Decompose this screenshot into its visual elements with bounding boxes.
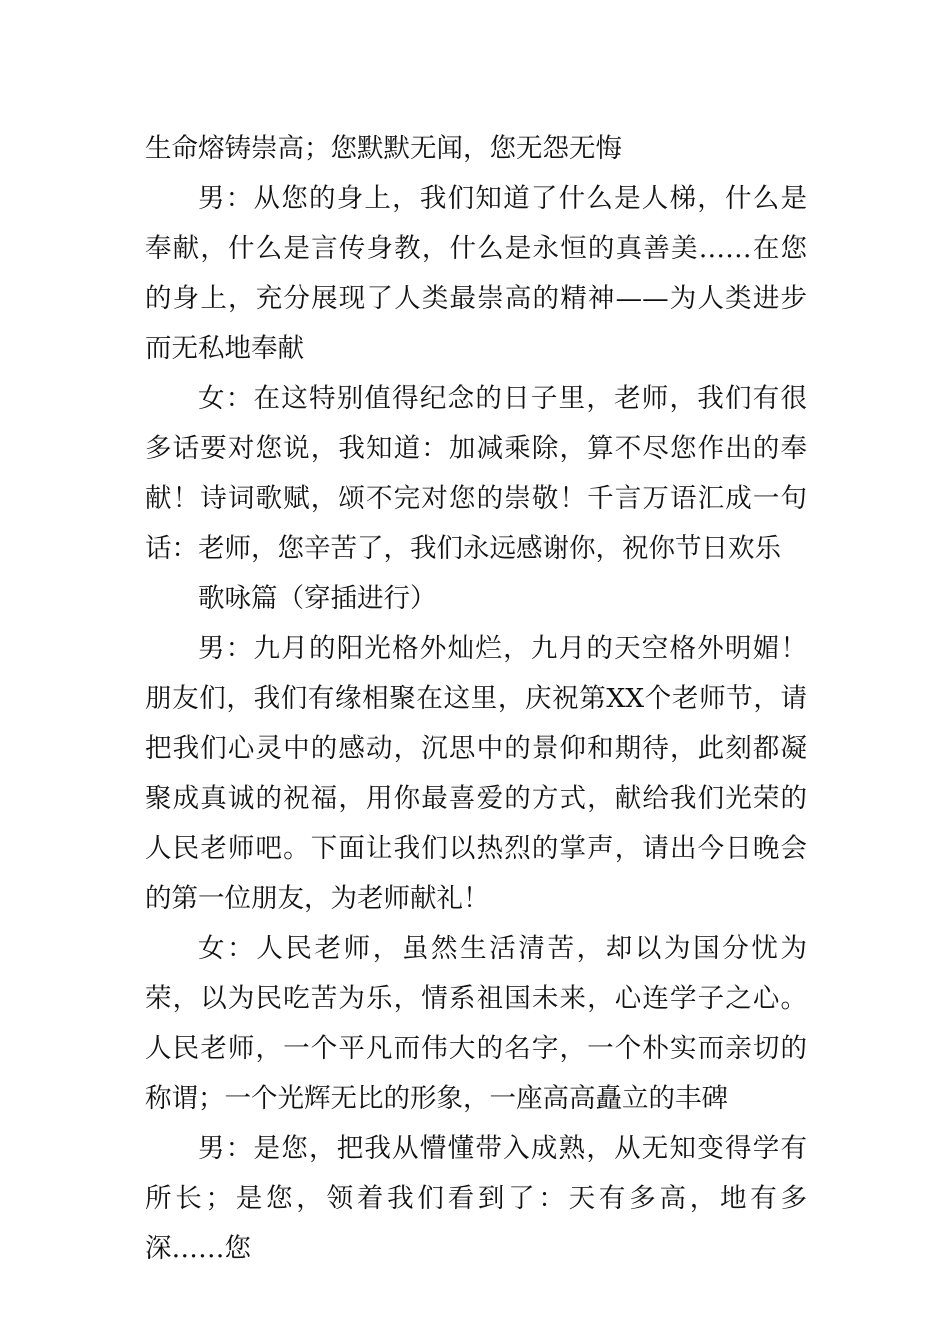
document-body <box>145 124 807 1274</box>
paragraph-male-2: 男：九月的阳光格外灿烂，九月的天空格外明媚！朋友们，我们有缘相聚在这里，庆祝第XX个老师节，请把我们心灵中的感动，沉思中的景仰和期待，此刻都凝聚成真诚的祝福，用你最喜爱的方式，献给我们光荣的人民老师吧。下面让我们以热烈的掌声，请出今日晚会的第一位朋友，为老师献礼！ <box>145 633 807 914</box>
paragraph-male-1: 男：从您的身上，我们知道了什么是人梯，什么是奉献，什么是言传身教，什么是永恒的真善美……在您的身上，充分展现了人类最崇高的精神——为人类进步而无私地奉献 <box>145 183 807 364</box>
paragraph-continuation: 生命熔铸崇高；您默默无闻，您无怨无悔 <box>145 133 622 164</box>
paragraph-male-3: 男：是您，把我从懵懂带入成熟，从无知变得学有所长；是您，领着我们看到了：天有多高，地有多深……您 <box>145 1133 807 1264</box>
section-heading: 歌咏篇（穿插进行） <box>198 583 437 614</box>
paragraph-female-2: 女：人民老师，虽然生活清苦，却以为国分忧为荣，以为民吃苦为乐，情系祖国未来，心连学子之心。人民老师，一个平凡而伟大的名字，一个朴实而亲切的称谓；一个光辉无比的形象，一座高高矗立的丰碑 <box>145 933 807 1114</box>
paragraph-female-1: 女：在这特别值得纪念的日子里，老师，我们有很多话要对您说，我知道：加减乘除，算不尽您作出的奉献！诗词歌赋，颂不完对您的崇敬！千言万语汇成一句话：老师，您辛苦了，我们永远感谢你，祝你节日欢乐 <box>145 383 807 564</box>
